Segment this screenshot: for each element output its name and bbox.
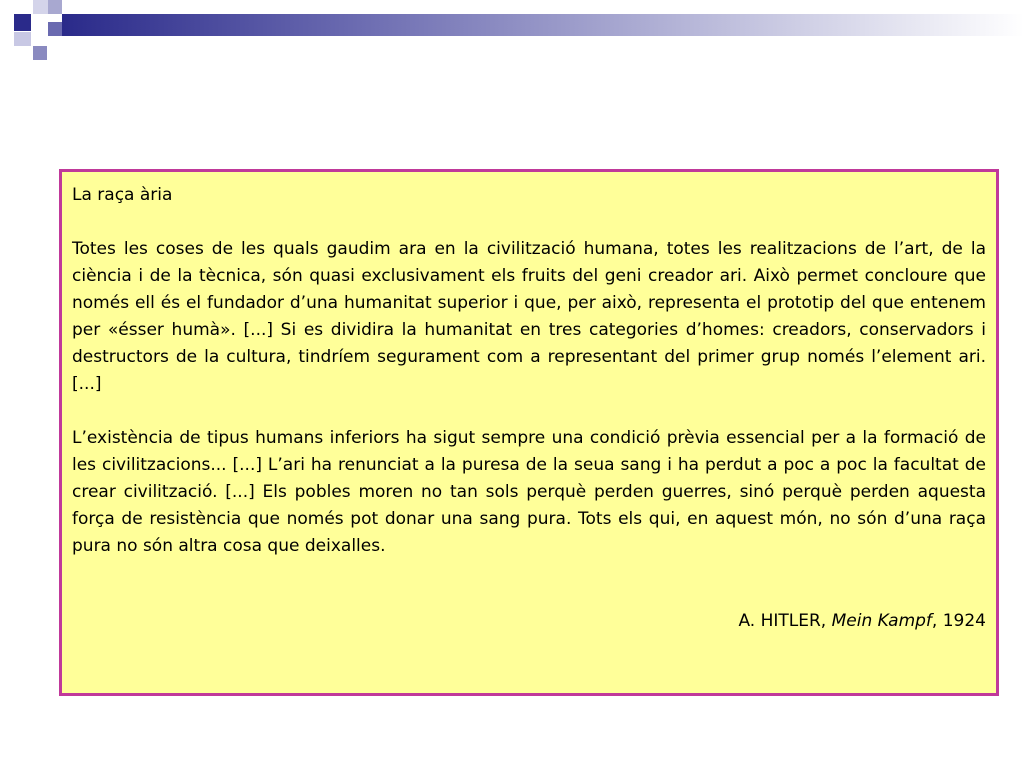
attribution-author: A. HITLER, xyxy=(738,611,827,631)
header-square-small xyxy=(33,46,47,60)
quote-paragraph-2: L’existència de tipus humans inferiors ha sigut sempre una condició prèvia essencial per a la formació de les civilitzacions... [...] L’ari ha renunciat a la puresa de la seua sang i ha perdut a poc a poc la facultat de crear civilització. [...] Els pobles moren no tan sols perquè perden guerres, sinó perquè perden aquesta força de resistència que només pot donar una sang pura. Tots els qui, en aquest món, no són d’una raça pura no són altra cosa que deixalles. xyxy=(72,428,986,556)
header-square-light xyxy=(33,0,49,14)
quote-paragraph-1: Totes les coses de les quals gaudim ara en la civilització humana, totes les realitzacions de l’art, de la ciència i de la tècnica, són quasi exclusivament els fruits del geni creador ari. Això permet concloure que només ell és el fundador d’una humanitat superior i que, per això, representa el prototip del que entenem per «ésser humà». [...] Si es dividira la humanitat en tres categories d’homes: creadors, conservadors i destructors de la cultura, tindríem segurament com a representant del primer grup només l’element ari. [...] xyxy=(72,239,986,394)
header-square-accent xyxy=(48,22,62,36)
header-decoration xyxy=(0,0,1024,60)
header-square-pale xyxy=(14,32,31,46)
quote-title: La raça ària xyxy=(72,185,173,205)
quote-attribution xyxy=(72,608,986,635)
header-square-dark xyxy=(14,14,31,31)
attribution-work: Mein Kampf xyxy=(831,611,932,631)
attribution-year: , 1924 xyxy=(931,611,986,631)
quote-box xyxy=(59,169,999,696)
header-gradient-bar xyxy=(62,14,1024,36)
header-square-mid xyxy=(48,0,62,14)
